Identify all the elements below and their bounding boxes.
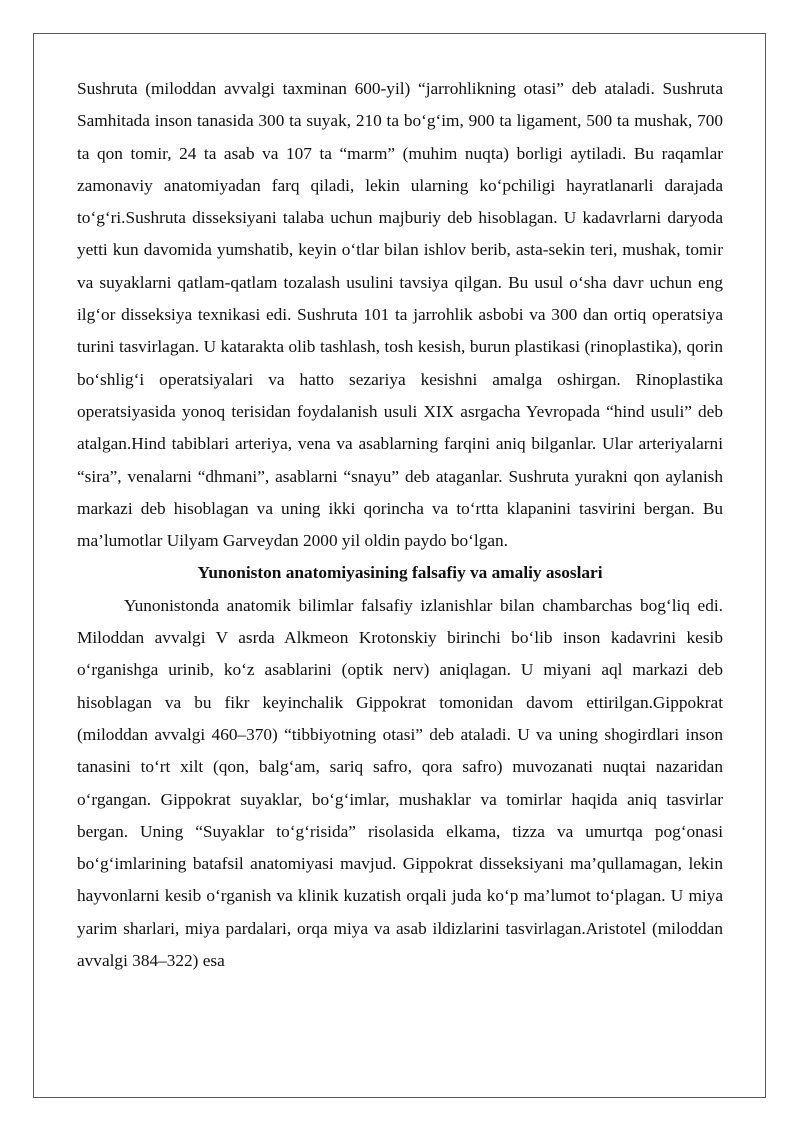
body-paragraph-greece: Yunonistonda anatomik bilimlar falsafiy izlanishlar bilan chambarchas bog‘liq edi. Miloddan avvalgi V asrda Alkmeon Krotonskiy birinchi bo‘lib inson kadavrini kesib o‘rganishga urinib, ko‘z asablarini (optik nerv) aniqlagan. U miyani aql markazi deb hisoblagan va bu fikr keyinchalik Gippokrat tomonidan davom ettirilgan.Gippokrat (miloddan avvalgi 460–370) “tibbiyotning otasi” deb ataladi. U va uning shogirdlari inson tanasini to‘rt xilt (qon, balg‘am, sariq safro, qora safro) muvozanati nuqtai nazaridan o‘rgangan. Gippokrat suyaklar, bo‘g‘imlar, mushaklar va tomirlar haqida aniq tasvirlar bergan. Uning “Suyaklar to‘g‘risida” risolasida elkama, tizza va umurtqa pog‘onasi bo‘g‘imlarining batafsil anatomiyasi mavjud. Gippokrat disseksiyani ma’qullamagan, lekin hayvonlarni kesib o‘rganish va klinik kuzatish orqali juda ko‘p ma’lumot to‘plagan. U miya yarim sharlari, miya pardalari, orqa miya va asab ildizlarini tasvirlagan.Aristotel (miloddan avvalgi 384–322) esa <box>77 595 723 971</box>
body-paragraph-sushruta: Sushruta (miloddan avvalgi taxminan 600-yil) “jarrohlikning otasi” deb ataladi. Sushruta Samhitada inson tanasida 300 ta suyak, 210 ta bo‘g‘im, 900 ta ligament, 500 ta mushak, 700 ta qon tomir, 24 ta asab va 107 ta “marm” (muhim nuqta) borligi aytiladi. Bu raqamlar zamonaviy anatomiyadan farq qiladi, lekin ularning ko‘pchiligi hayratlanarli darajada to‘g‘ri.Sushruta disseksiyani talaba uchun majburiy deb hisoblagan. U kadavrlarni daryoda yetti kun davomida yumshatib, keyin o‘tlar bilan ishlov berib, asta-sekin teri, mushak, tomir va suyaklarni qatlam-qatlam tozalash usulini tavsiya qilgan. Bu usul o‘sha davr uchun eng ilg‘or disseksiya texnikasi edi. Sushruta 101 ta jarrohlik asbobi va 300 dan ortiq operatsiya turini tasvirlagan. U katarakta olib tashlash, tosh kesish, burun plastikasi (rinoplastika), qorin bo‘shlig‘i operatsiyalari va hatto sezariya kesishni amalga oshirgan. Rinoplastika operatsiyasida yonoq terisidan foydalanish usuli XIX asrgacha Yevropada “hind usuli” deb atalgan.Hind tabiblari arteriya, vena va asablarning farqini aniq bilganlar. Ular arteriyalarni “sira”, venalarni “dhmani”, asablarni “snayu” deb ataganlar. Sushruta yurakni qon aylanish markazi deb hisoblagan va uning ikki qorincha va to‘rtta klapanini tasvirini bergan. Bu ma’lumotlar Uilyam Garveydan 2000 yil oldin paydo bo‘lgan. <box>77 79 723 551</box>
document-body <box>77 73 723 977</box>
section-heading: Yunoniston anatomiyasining falsafiy va amaliy asoslari <box>197 563 603 583</box>
